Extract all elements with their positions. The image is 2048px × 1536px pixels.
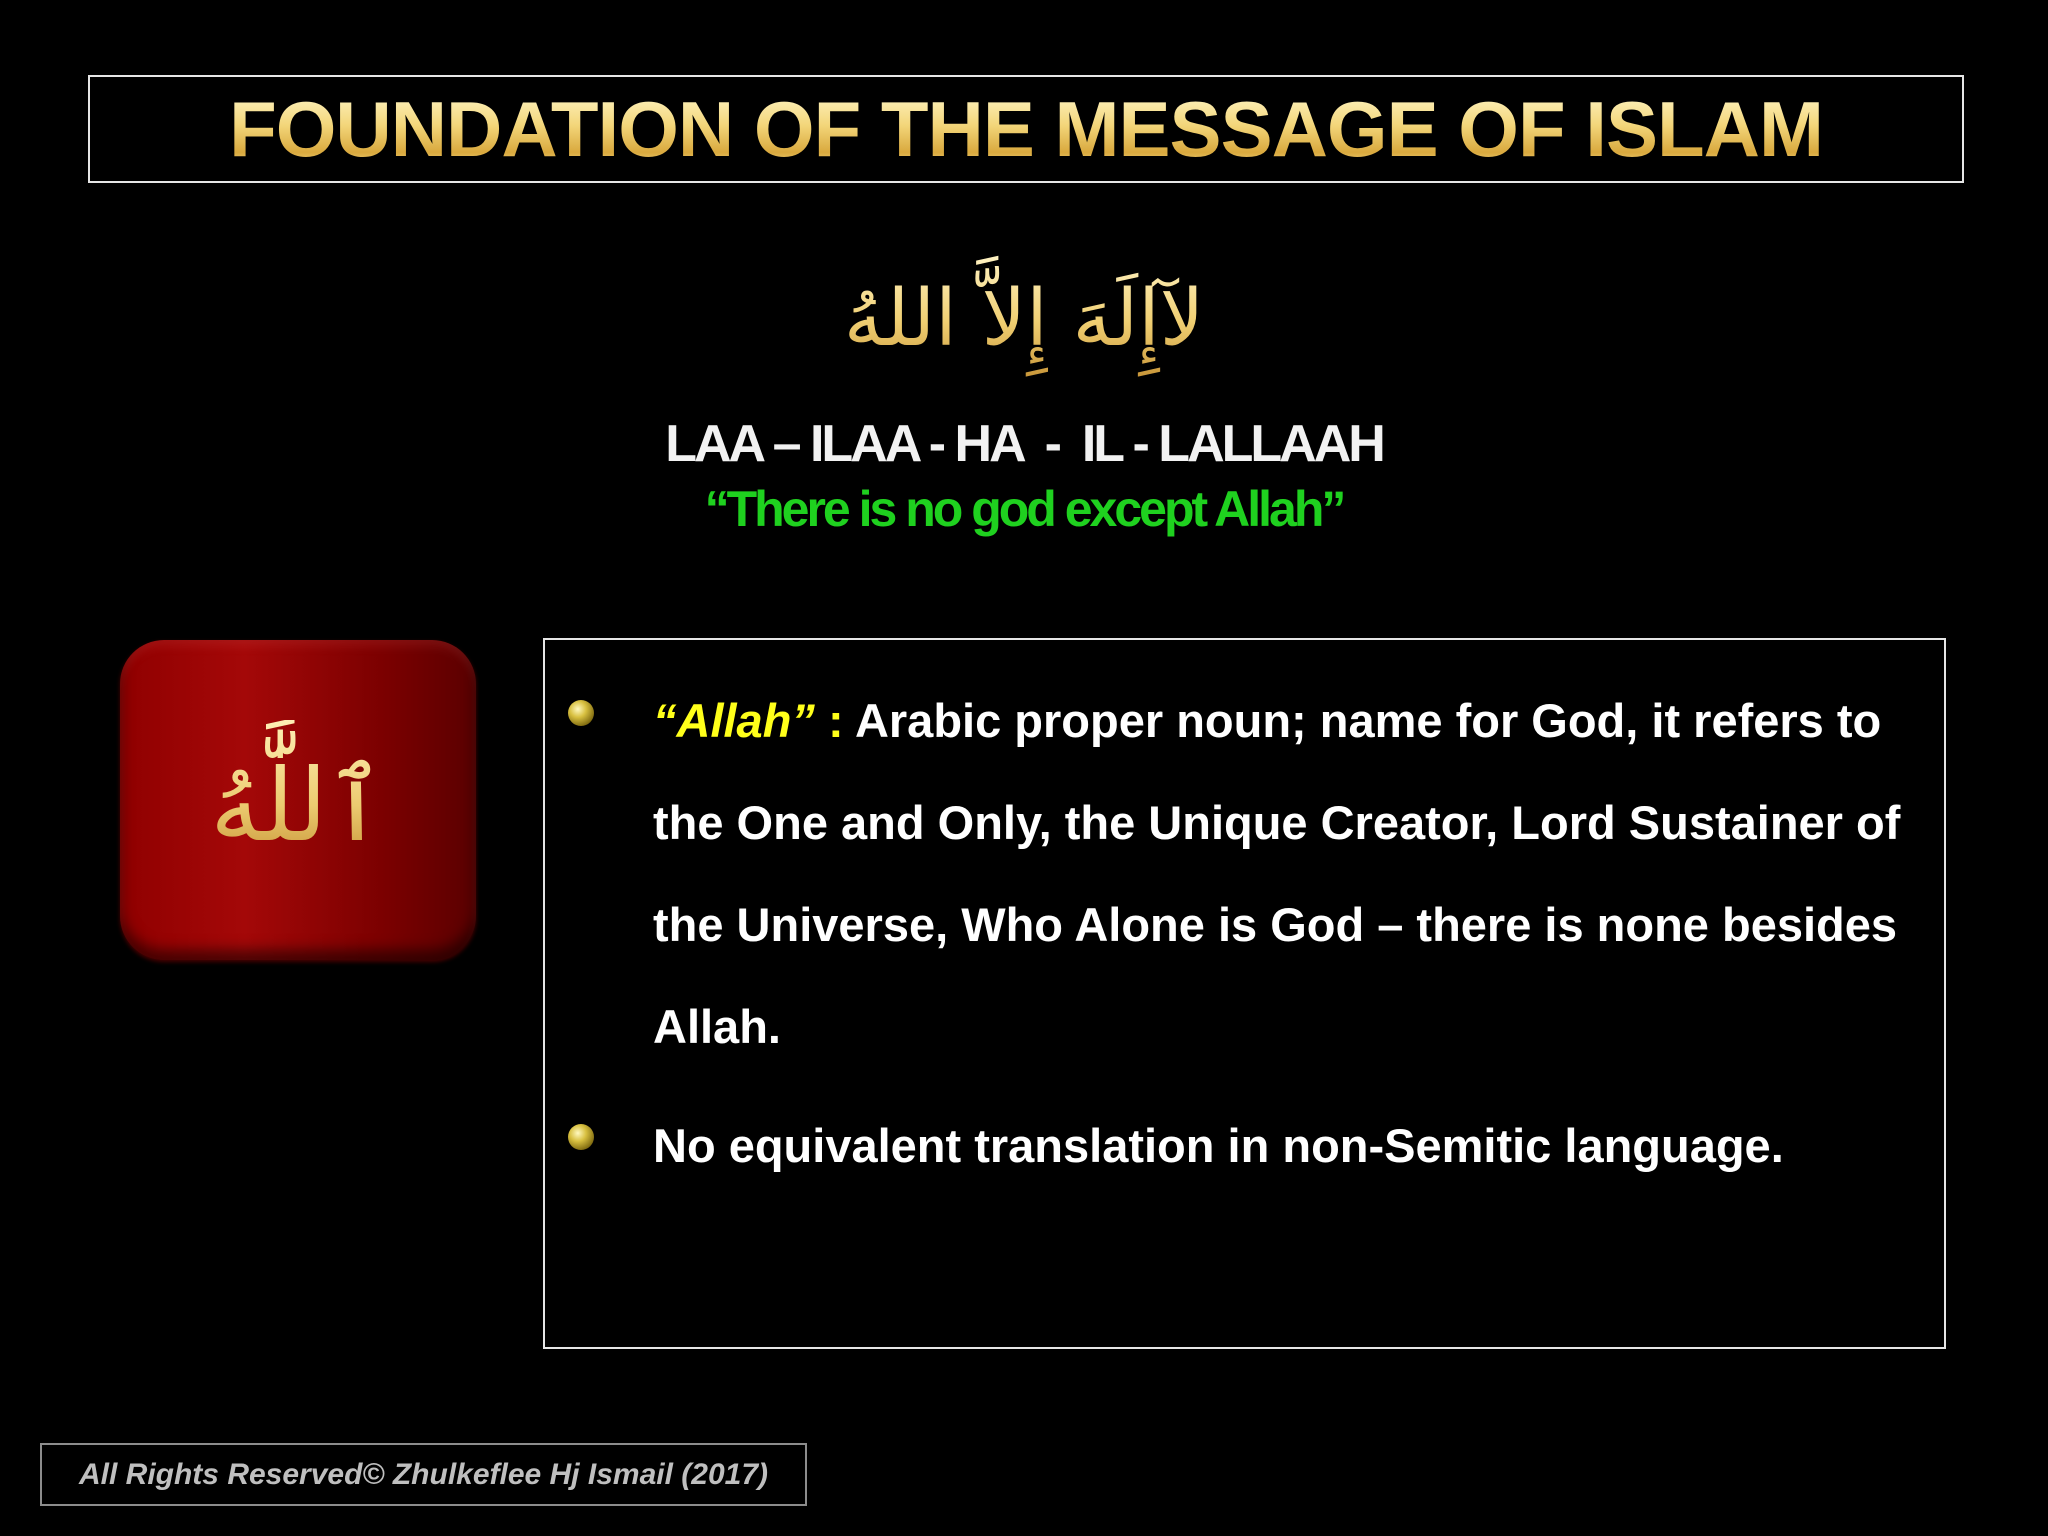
bullet-text: Arabic proper noun; name for God, it refers to the One and Only, the Unique Creator, Lord Sustainer of the Universe, Who Alone is God – there is none besides Allah. <box>653 694 1901 1053</box>
shahada-transliteration: LAA – ILAA - HA - IL - LALLAAH <box>665 415 1383 473</box>
allah-arabic: ٱللَّٰهُ <box>210 747 386 864</box>
bullet-term: “Allah” <box>653 694 815 747</box>
bullet-separator: : <box>814 694 855 747</box>
bullet-text: No equivalent translation in non-Semitic language. <box>653 1119 1784 1172</box>
bullet-icon <box>568 1124 594 1150</box>
slide-title: FOUNDATION OF THE MESSAGE OF ISLAM <box>229 85 1823 173</box>
allah-calligraphy-tile <box>120 640 476 960</box>
shahada-calligraphy <box>0 255 2048 365</box>
shahada-arabic-text <box>844 255 1204 375</box>
shahada-meaning: “There is no god except Allah” <box>704 481 1344 537</box>
title-box <box>88 75 1964 183</box>
shahada-arabic: لآإِلَهَ إِلاَّ اللهُ <box>843 274 1205 364</box>
copyright-box <box>40 1443 807 1506</box>
bullet-item-2 <box>653 1095 1923 1197</box>
allah-calligraphy-icon <box>198 720 398 880</box>
copyright-text: All Rights Reserved© Zhulkeflee Hj Ismail (2017) <box>78 1457 768 1491</box>
bullet-item-1 <box>653 670 1923 1078</box>
bullet-icon <box>568 700 594 726</box>
